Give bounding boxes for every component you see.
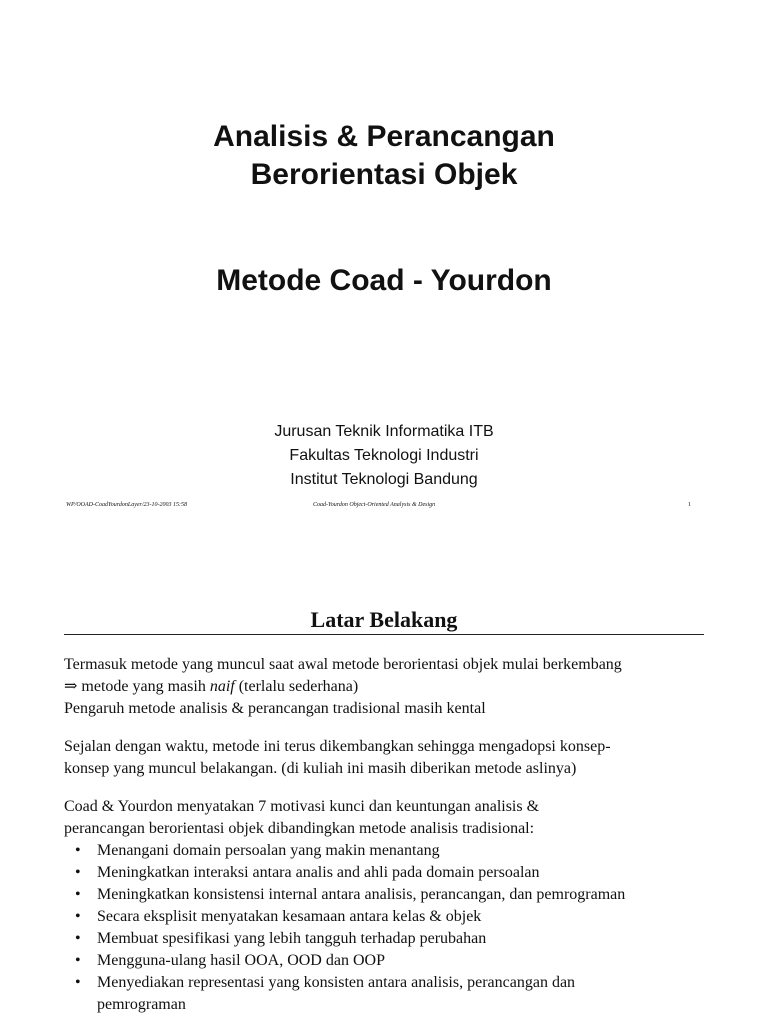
list-item: • Membuat spesifikasi yang lebih tangguh terhadap perubahan (64, 928, 714, 950)
title-line-2: Berorientasi Objek (250, 158, 518, 191)
implies-arrow-icon: ⇒ (64, 678, 78, 695)
emphasis-naif: naif (209, 678, 235, 695)
paragraph-3-line-1: Coad & Yourdon menyatakan 7 motivasi kunci dan keuntungan analisis & (64, 798, 540, 815)
slide-subtitle: Metode Coad - Yourdon (216, 264, 552, 297)
footer-course-title: Coad-Yourdon Object-Oriented Analysis & Design (313, 502, 436, 508)
slide-title (0, 118, 768, 194)
list-item: • Meningkatkan interaksi antara analis and ahli pada domain persoalan (64, 862, 714, 884)
paragraph-1-line-2 (64, 676, 714, 698)
list-item (64, 972, 714, 1016)
list-item: • Menangani domain persoalan yang makin menantang (64, 840, 714, 862)
list-item: • Meningkatkan konsistensi internal antara analisis, perancangan, dan pemrograman (64, 884, 714, 906)
slide-body (64, 654, 714, 1016)
list-item: • Secara eksplisit menyatakan kesamaan antara kelas & objek (64, 906, 714, 928)
list-item: • Mengguna-ulang hasil OOA, OOD dan OOP (64, 950, 714, 972)
paragraph-1 (64, 654, 714, 720)
paragraph-1-line-2-tail: (terlalu sederhana) (234, 678, 359, 695)
list-item-7-line-2: pemrograman (97, 996, 186, 1013)
institution-line-3: Institut Teknologi Bandung (290, 471, 478, 488)
paragraph-2 (64, 736, 714, 780)
section-heading: Latar Belakang (310, 607, 458, 632)
institution-line-2: Fakultas Teknologi Industri (289, 447, 479, 464)
list-item-7-line-1: • Menyediakan representasi yang konsisten antara analisis, perancangan dan (97, 974, 576, 991)
heading-divider (64, 634, 704, 635)
motivation-list (64, 840, 714, 1016)
footer-page-number: 1 (688, 502, 691, 508)
paragraph-1-line-3: Pengaruh metode analisis & perancangan tradisional masih kental (64, 700, 486, 717)
paragraph-3-line-2: perancangan berorientasi objek dibandingkan metode analisis tradisional: (64, 820, 535, 837)
paragraph-1-line-2-text: metode yang masih (77, 678, 210, 695)
content-slide (0, 560, 768, 1024)
paragraph-1-line-1: Termasuk metode yang muncul saat awal metode berorientasi objek mulai berkembang (64, 656, 622, 673)
institution-line-1: Jurusan Teknik Informatika ITB (274, 423, 494, 440)
institution-block (0, 420, 768, 492)
paragraph-2-line-2: konsep yang muncul belakangan. (di kuliah ini masih diberikan metode aslinya) (64, 760, 577, 777)
paragraph-3 (64, 796, 714, 840)
footer-file-info: WP/OOAD-CoadYourdonLayer/23-10-2003 15:58 (66, 502, 188, 508)
title-line-1: Analisis & Perancangan (213, 120, 555, 153)
paragraph-2-line-1: Sejalan dengan waktu, metode ini terus dikembangkan sehingga mengadopsi konsep- (64, 738, 611, 755)
